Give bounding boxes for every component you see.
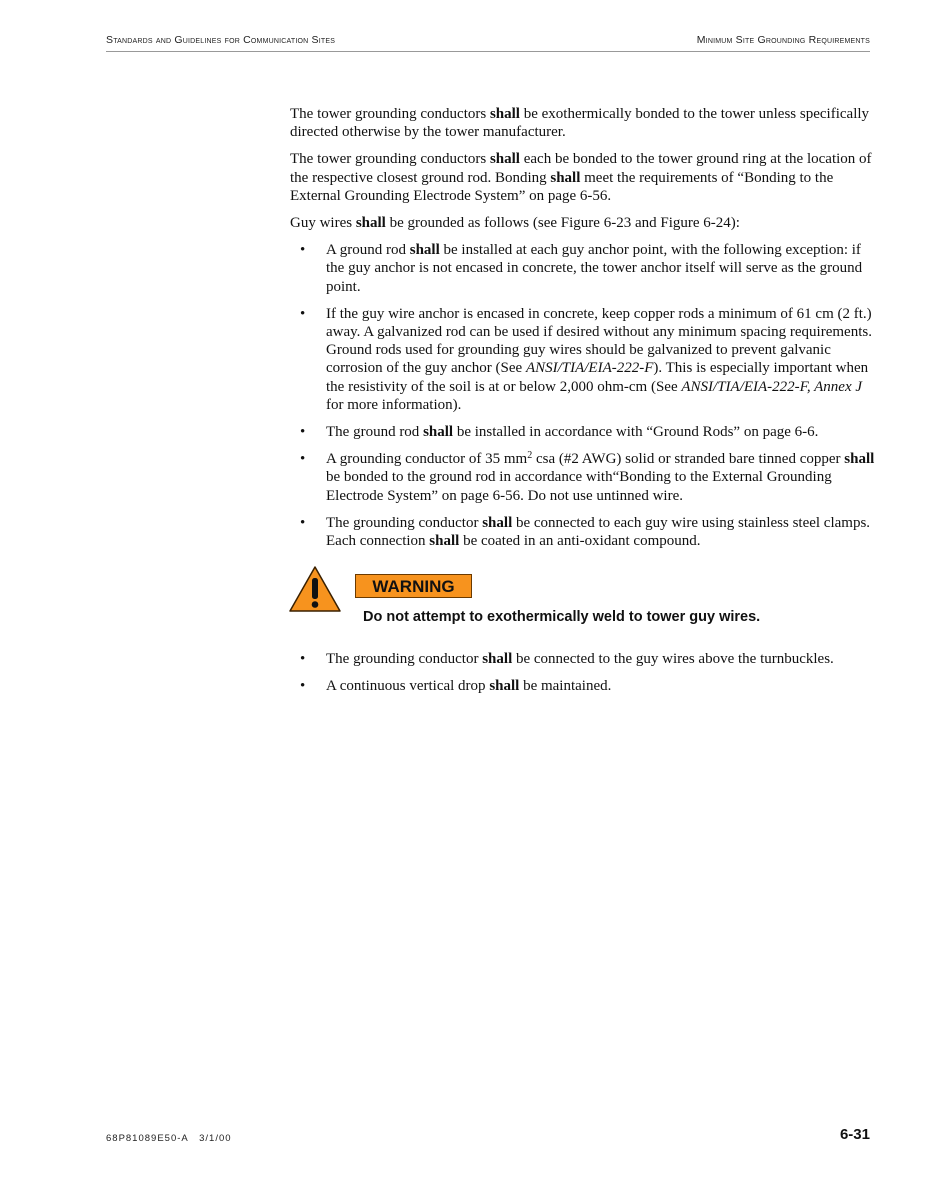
warning-text: Do not attempt to exothermically weld to tower guy wires.: [363, 609, 761, 626]
text: be exothermically bonded to the tower unless specifically directed otherwise by the tower manufacturer.: [290, 106, 870, 141]
standard-reference: ANSI/TIA/EIA-222-F, Annex J: [681, 378, 863, 395]
text: be installed at each guy anchor point, with the following exception: if the guy anchor is not encased in concrete, the tower anchor itself will serve as the ground point.: [326, 242, 863, 295]
emphasis: shall: [423, 424, 454, 441]
header-right-text: Minimum Site Grounding Requirements: [696, 34, 870, 46]
paragraph-bonding-to-tower: [290, 105, 875, 141]
emphasis: shall: [409, 242, 440, 259]
page-number: 6-31: [839, 1126, 870, 1143]
list-item: [290, 305, 875, 414]
emphasis: shall: [482, 514, 513, 531]
emphasis: shall: [489, 678, 520, 695]
emphasis: shall: [844, 451, 875, 468]
emphasis: shall: [489, 106, 520, 122]
warning-callout: [290, 564, 875, 640]
warning-label: WARNING: [355, 574, 472, 598]
superscript: 2: [527, 450, 533, 462]
text: csa (#2 AWG) solid or stranded bare tinned copper: [532, 451, 845, 468]
text: meet the requirements of “Bonding to the External Grounding Electrode System” on page 6-56.: [290, 169, 834, 204]
text: be connected to each guy wire using stainless steel clamps. Each connection: [326, 514, 871, 550]
list-item: [290, 677, 875, 695]
text: be installed in accordance with “Ground Rods” on page 6-6.: [453, 424, 819, 441]
footer-doc-id-text: 68P81089E50-A 3/1/00: [106, 1133, 232, 1144]
text: The ground rod: [326, 424, 424, 441]
running-header-right: [697, 34, 870, 46]
text: A continuous vertical drop: [326, 678, 490, 695]
header-rule: [106, 51, 870, 52]
text: ). This is especially important when the resistivity of the soil is at or below 2,000 ohm-cm (See: [326, 360, 869, 395]
text: A ground rod: [326, 242, 410, 259]
text: If the guy wire anchor is encased in concrete, keep copper rods a minimum of 61 cm (2 ft.) away. A galvanized rod can be used if desired without any minimum spacing requirements. Ground rods used for grounding guy wires should be galvanized to prevent galvanic corrosion of the guy anchor (See: [326, 305, 872, 377]
list-item: [290, 514, 875, 550]
footer-doc-id: [106, 1133, 232, 1144]
text: The tower grounding conductors: [290, 106, 490, 122]
header-left-text: Standards and Guidelines for Communication Sites: [106, 34, 336, 46]
text: each be bonded to the tower ground ring at the location of the respective closest ground rod. Bonding: [290, 151, 872, 186]
text: A grounding conductor of 35 mm: [326, 451, 528, 468]
paragraph-bonding-to-ring: [290, 150, 875, 205]
emphasis: shall: [355, 215, 386, 232]
emphasis: shall: [550, 169, 581, 186]
text: be grounded as follows (see Figure 6-23 and Figure 6-24):: [385, 215, 740, 232]
list-item: [290, 423, 875, 441]
list-item: [290, 450, 875, 505]
emphasis: shall: [489, 151, 520, 168]
text: be coated in an anti-oxidant compound.: [459, 533, 701, 550]
emphasis: shall: [429, 533, 460, 550]
text: be connected to the guy wires above the turnbuckles.: [512, 651, 834, 668]
emphasis: shall: [482, 651, 513, 668]
text: Guy wires: [290, 215, 356, 232]
text: The grounding conductor: [326, 514, 483, 531]
warning-triangle-icon: [288, 565, 342, 613]
running-header-left: [106, 34, 335, 46]
text: The tower grounding conductors: [290, 151, 490, 168]
text: The grounding conductor: [326, 651, 483, 668]
text: for more information).: [326, 396, 462, 413]
page-body: [290, 105, 875, 705]
list-item: [290, 241, 875, 296]
text: be maintained.: [519, 678, 612, 695]
paragraph-guy-wires-intro: [290, 214, 875, 232]
guy-wire-requirements-list-continued: [290, 650, 875, 695]
guy-wire-requirements-list: [290, 241, 875, 550]
standard-reference: ANSI/TIA/EIA-222-F: [525, 360, 654, 377]
text: be bonded to the ground rod in accordance with“Bonding to the External Grounding Electrode System” on page 6-56. Do not use untinned wire.: [326, 469, 832, 504]
list-item: [290, 650, 875, 668]
